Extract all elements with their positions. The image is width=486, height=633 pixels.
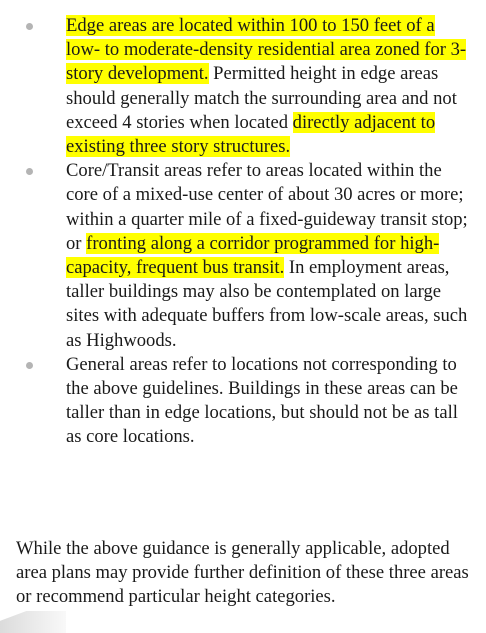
bullet-icon (26, 168, 33, 175)
body-text: General areas refer to locations not corresponding to the above guidelines. Buildings in these areas can be taller than in edge locations, but should not be as tall as core locations. (66, 353, 458, 448)
bullet-icon (26, 362, 33, 369)
highlighted-text: fronting along a corridor programmed for high-capacity, frequent bus transit. (66, 232, 440, 279)
list-item-general-areas (0, 353, 486, 450)
height-guidance-list (0, 14, 486, 450)
list-item-edge-areas (0, 14, 486, 159)
page-corner-shadow (0, 611, 66, 633)
list-item-core-transit-areas (0, 159, 486, 353)
body-text: Permitted height in edge areas should generally match the surrounding area and not exceed 4 stories when located (66, 63, 457, 133)
bullet-icon (26, 23, 33, 30)
highlighted-text: directly adjacent to existing three story structures. (66, 111, 436, 158)
body-text: In employment areas, taller buildings may also be contemplated on large sites with adequate buffers from low-scale areas, such as Highwoods. (66, 257, 468, 351)
highlighted-text: Edge areas are located within 100 to 150 feet of a low- to moderate-density residential area zoned for 3-story development. (66, 15, 467, 85)
body-text: Core/Transit areas refer to areas located within the core of a mixed-use center of about 30 acres or more; within a quarter mile of a fixed-guideway transit stop; or (66, 160, 468, 254)
closing-paragraph: While the above guidance is generally applicable, adopted area plans may provide further definition of these three areas or recommend particular height categories. (16, 538, 469, 608)
